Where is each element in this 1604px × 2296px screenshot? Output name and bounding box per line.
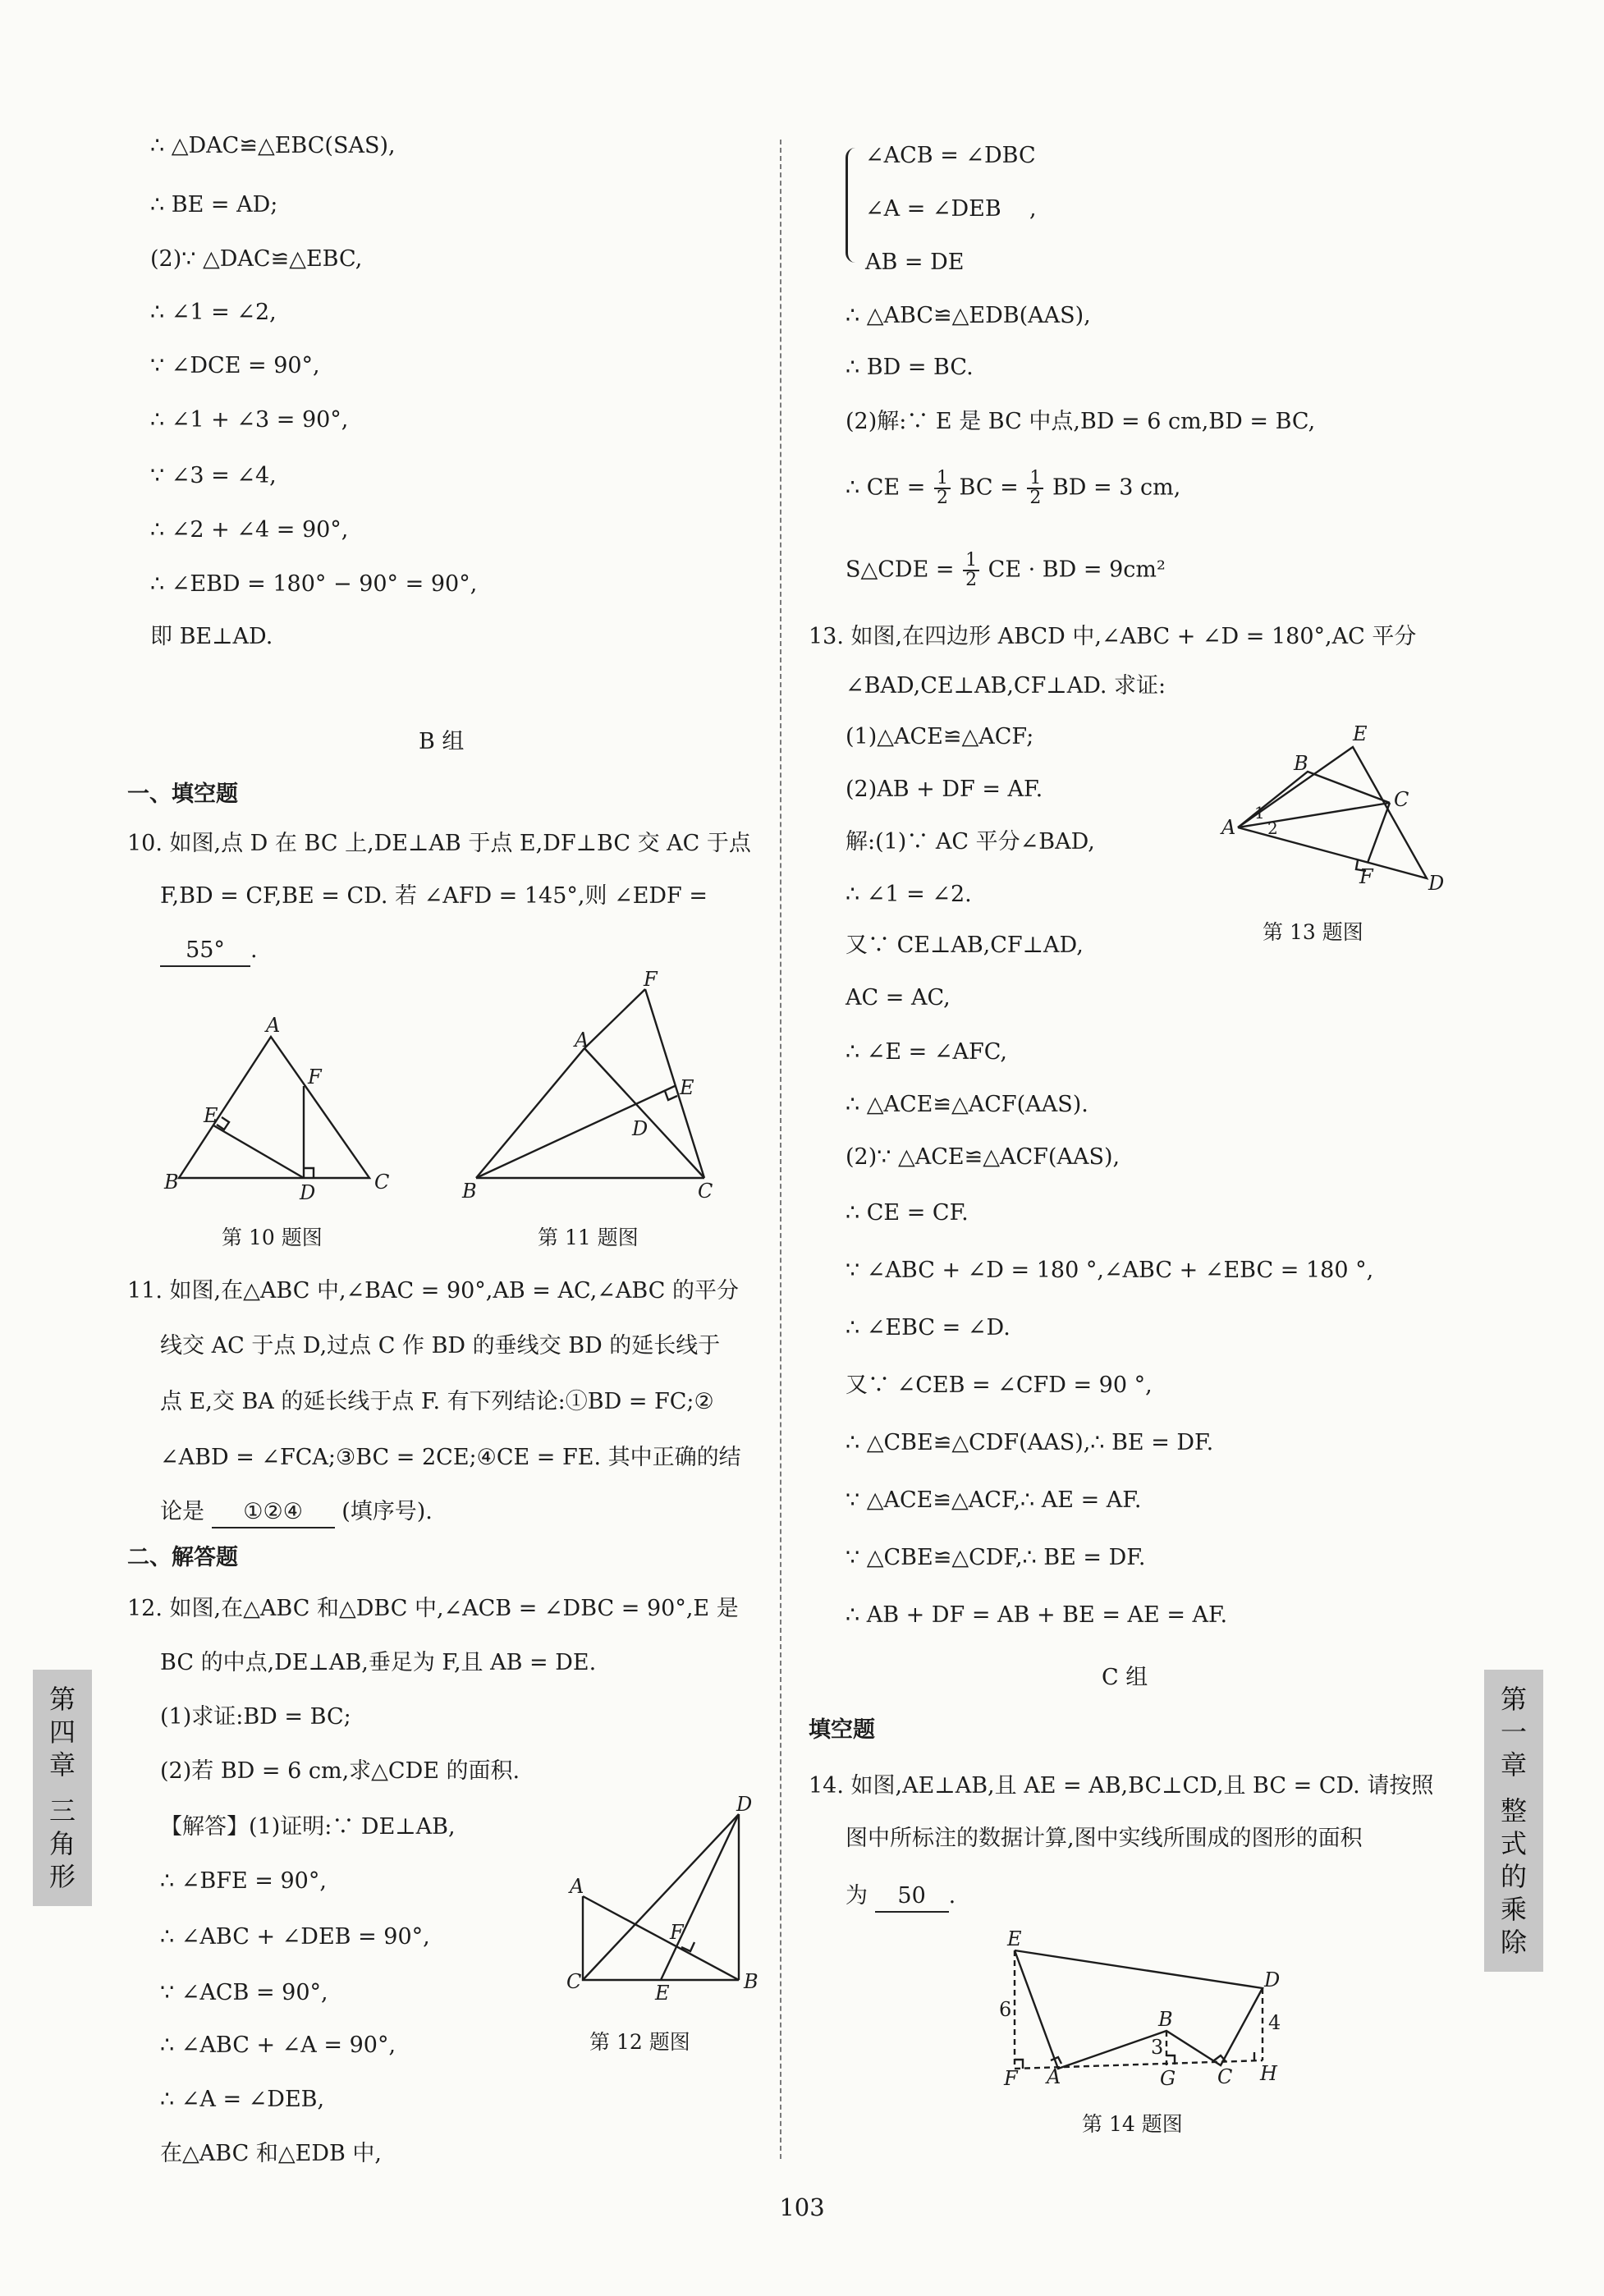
tab-char: 式 [1500,1828,1527,1859]
q10-line: 10. 如图,点 D 在 BC 上,DE⊥AB 于点 E,DF⊥BC 交 AC 于点 [127,831,751,856]
system-brace [846,148,859,263]
tab-char: 形 [48,1861,76,1892]
q13-solution-line: (2)∵ △ACE≌△ACF(AAS), [846,1144,1121,1170]
fig10-label-f: F [308,1066,322,1088]
proof-line: ∴ BD = BC. [846,355,974,380]
fig14-label-g: G [1160,2067,1176,2090]
fraction [934,470,951,507]
fig10-caption: 第 10 题图 [222,1226,323,1249]
solution-line: 在△ABC 和△EDB 中, [160,2141,382,2166]
fig14-caption: 第 14 题图 [1082,2112,1183,2136]
group-b-heading: B 组 [419,729,465,754]
fig11-caption: 第 11 题图 [538,1226,639,1249]
fig11-label-a: A [575,1029,589,1052]
fig10-segment-de [213,1125,304,1178]
group-c-heading: C 组 [1102,1665,1148,1690]
proof-line: ∴ ∠1 = ∠2, [150,300,277,325]
section-heading-fill-c: 填空题 [809,1717,875,1743]
q14-line: 图中所标注的数据计算,图中实线所围成的图形的面积 [846,1826,1363,1851]
q14-pre: 为 [846,1883,868,1909]
fig14-label-a: A [1047,2065,1061,2088]
q14-tail: . [948,1883,956,1909]
q12-line: BC 的中点,DE⊥AB,垂足为 F,且 AB = DE. [160,1650,597,1675]
area-eq-post: CE · BD = 9cm² [988,557,1166,583]
proof-line: ∴ ∠1 + ∠3 = 90°, [150,407,349,433]
fig11-label-d: D [632,1117,648,1140]
proof-line: ∵ ∠3 = ∠4, [150,463,277,488]
q13-solution-line: ∵ △ACE≌△ACF,∴ AE = AF. [846,1487,1142,1513]
fig10-label-e: E [204,1104,218,1127]
q10-answer-line [160,936,258,967]
chapter-tab-left [33,1670,92,1906]
tab-char: 的 [1500,1861,1527,1892]
q11-answer-line [160,1497,433,1528]
figure-12 [566,1793,763,2005]
q11-line: ∠ABD = ∠FCA;③BC = 2CE;④CE = FE. 其中正确的结 [160,1445,741,1470]
q11-post: (填序号). [341,1499,433,1524]
solution-line: ∴ ∠ABC + ∠A = 90°, [160,2032,396,2058]
fig11-label-b: B [462,1180,477,1203]
solution-line: ∵ ∠ACB = 90°, [160,1980,328,2005]
ce-equation [846,470,1180,507]
q11-line: 11. 如图,在△ABC 中,∠BAC = 90°,AB = AC,∠ABC 的平分 [127,1278,739,1304]
fraction-denominator: 2 [936,488,948,508]
ce-eq-pre: ∴ CE = [846,474,926,501]
tab-char: 角 [48,1828,76,1859]
section-heading-answer: 二、解答题 [127,1545,238,1570]
q13-solution-line: AC = AC, [846,985,951,1011]
fig14-length-3: 3 [1151,2036,1164,2059]
fig13-label-a: A [1221,816,1236,839]
q13-solution-line: ∴ ∠EBC = ∠D. [846,1315,1011,1340]
fig11-label-c: C [698,1180,713,1203]
proof-line: 即 BE⊥AD. [150,624,273,649]
q11-answer: ①②④ [212,1497,335,1528]
q13-solution-line: ∵ ∠ABC + ∠D = 180 °,∠ABC + ∠EBC = 180 °, [846,1258,1374,1283]
fig12-label-d: D [736,1793,753,1816]
q11-line: 点 E,交 BA 的延长线于点 F. 有下列结论:①BD = FC;② [160,1389,714,1414]
section-heading-fill: 一、填空题 [127,781,238,807]
fig12-caption: 第 12 题图 [589,2030,690,2054]
tab-char: 章 [48,1749,76,1780]
fig10-label-c: C [374,1171,390,1194]
fraction [963,552,979,589]
q12-line: 12. 如图,在△ABC 和△DBC 中,∠ACB = ∠DBC = 90°,E 是 [127,1596,739,1621]
solution-line: 【解答】(1)证明:∵ DE⊥AB, [160,1814,456,1840]
q13-solution-line: ∴ CE = CF. [846,1200,969,1226]
proof-line: ∵ ∠DCE = 90°, [150,353,320,378]
q11-pre: 论是 [160,1499,204,1524]
fig13-label-e: E [1353,722,1368,745]
fig13-label-d: D [1428,872,1445,895]
q12-line: (1)求证:BD = BC; [160,1704,351,1730]
q13-solution-line: ∴ AB + DF = AB + BE = AE = AF. [846,1602,1228,1628]
fig12-segment-ed [661,1814,739,1980]
q13-line: ∠BAD,CE⊥AB,CF⊥AD. 求证: [846,673,1166,699]
area-equation [846,552,1166,589]
fraction-denominator: 2 [1029,488,1042,508]
brace-line: ∠ACB = ∠DBC [865,143,1036,168]
solution-line: ∴ ∠A = ∠DEB, [160,2087,325,2112]
proof-line: ∴ △ABC≌△EDB(AAS), [846,303,1091,328]
q10-line: F,BD = CF,BE = CD. 若 ∠AFD = 145°,则 ∠EDF = [160,883,708,909]
tab-gap [33,1781,92,1794]
q13-line: 13. 如图,在四边形 ABCD 中,∠ABC + ∠D = 180°,AC 平分 [809,624,1417,649]
fig13-label-f: F [1359,865,1373,888]
tab-char: 乘 [1500,1894,1527,1925]
tab-char: 整 [1500,1795,1527,1826]
fig12-segment-cd [583,1814,739,1980]
figure-11 [460,968,731,1203]
q14-line: 14. 如图,AE⊥AB,且 AE = AB,BC⊥CD,且 BC = CD. 请按照 [809,1773,1434,1799]
q13-solution-line: 解:(1)∵ AC 平分∠BAD, [846,829,1095,855]
ce-eq-post: BD = 3 cm, [1052,474,1181,501]
brace-comma: , [1029,196,1037,222]
fig14-label-e: E [1007,1927,1022,1950]
fig14-label-c: C [1217,2065,1233,2088]
fig12-triangle-abc [583,1896,739,1980]
fraction-denominator: 2 [965,570,978,590]
fig12-label-c: C [566,1970,582,1993]
fig11-segment-fc [645,989,704,1178]
fraction [1027,470,1043,507]
fig10-label-b: B [164,1171,179,1194]
fig14-label-d: D [1264,1968,1281,1991]
fig11-segment-ac [584,1048,704,1178]
proof-line: ∴ BE = AD; [150,192,278,218]
chapter-tab-right [1484,1670,1543,1972]
tab-char: 章 [1500,1749,1527,1780]
fig14-solid-outline [1015,1950,1263,2069]
brace-line: AB = DE [865,250,965,275]
column-divider [780,140,781,2159]
proof-line: ∴ ∠2 + ∠4 = 90°, [150,517,349,543]
q13-solution-line: 又∵ CE⊥AB,CF⊥AD, [846,933,1084,958]
fig14-right-angle-c [1214,2055,1226,2061]
figure-13 [1221,722,1451,903]
fig11-label-e: E [680,1076,694,1099]
q13-line: (1)△ACE≌△ACF; [846,724,1034,749]
q13-solution-line: ∴ ∠1 = ∠2. [846,882,972,907]
fig12-label-e: E [655,1982,670,2005]
fig11-segment-bf [476,989,645,1178]
proof-line: (2)∵ △DAC≌△EBC, [150,246,363,272]
fraction-numerator: 1 [1027,470,1043,489]
ce-eq-mid: BC = [959,474,1019,501]
tab-char: 四 [48,1716,76,1748]
q13-solution-line: ∴ △ACE≌△ACF(AAS). [846,1092,1088,1117]
figure-10 [164,1014,402,1204]
area-eq-pre: S△CDE = [846,557,955,583]
fig14-length-4: 4 [1268,2011,1281,2034]
fig14-label-h: H [1260,2062,1277,2085]
tab-char: 第 [48,1684,76,1715]
tab-char: 一 [1500,1716,1527,1748]
fig10-right-angle-d [304,1168,314,1178]
q13-solution-line: ∴ △CBE≌△CDF(AAS),∴ BE = DF. [846,1430,1214,1455]
q13-solution-line: ∵ △CBE≌△CDF,∴ BE = DF. [846,1545,1146,1570]
fig11-label-f: F [644,968,658,991]
fig13-angle-1: 1 [1254,803,1265,823]
fig13-caption: 第 13 题图 [1263,920,1363,944]
q12-line: (2)若 BD = 6 cm,求△CDE 的面积. [160,1758,520,1784]
proof-line: (2)解:∵ E 是 BC 中点,BD = 6 cm,BD = BC, [846,409,1316,434]
q13-line: (2)AB + DF = AF. [846,777,1043,802]
q10-tail: . [250,937,258,963]
q13-solution-line: 又∵ ∠CEB = ∠CFD = 90 °, [846,1373,1153,1398]
solution-line: ∴ ∠BFE = 90°, [160,1868,327,1894]
q11-line: 线交 AC 于点 D,过点 C 作 BD 的垂线交 BD 的延长线于 [160,1333,721,1359]
fig13-segment-cf [1368,803,1390,863]
q14-answer-line [846,1881,956,1913]
fig14-label-b: B [1158,2008,1173,2031]
proof-line: ∴ △DAC≌△EBC(SAS), [150,133,396,158]
brace-line: ∠A = ∠DEB [865,196,1001,222]
proof-line: ∴ ∠EBD = 180° − 90° = 90°, [150,571,478,597]
fig14-length-6: 6 [999,1998,1012,2021]
fig13-label-b: B [1294,752,1308,775]
page-number: 103 [779,2193,825,2221]
fig10-label-d: D [300,1181,316,1204]
tab-char: 除 [1500,1927,1527,1958]
fig13-angle-2: 2 [1267,818,1278,838]
fraction-numerator: 1 [934,470,951,489]
tab-char: 三 [48,1795,76,1826]
fig12-label-a: A [570,1875,584,1898]
q13-solution-line: ∴ ∠E = ∠AFC, [846,1039,1008,1065]
q10-answer: 55° [160,936,250,967]
solution-line: ∴ ∠ABC + ∠DEB = 90°, [160,1924,430,1950]
fig12-label-b: B [744,1970,758,1993]
fraction-numerator: 1 [963,552,979,571]
q14-answer: 50 [875,1881,949,1913]
fig12-label-f: F [670,1921,684,1944]
fig11-right-angle-e [665,1091,677,1100]
tab-char: 第 [1500,1684,1527,1715]
tab-gap [1484,1781,1543,1794]
fig13-label-c: C [1394,788,1409,811]
fig10-label-a: A [266,1014,281,1037]
figure-14 [989,1927,1285,2090]
fig14-label-f: F [1004,2067,1018,2090]
